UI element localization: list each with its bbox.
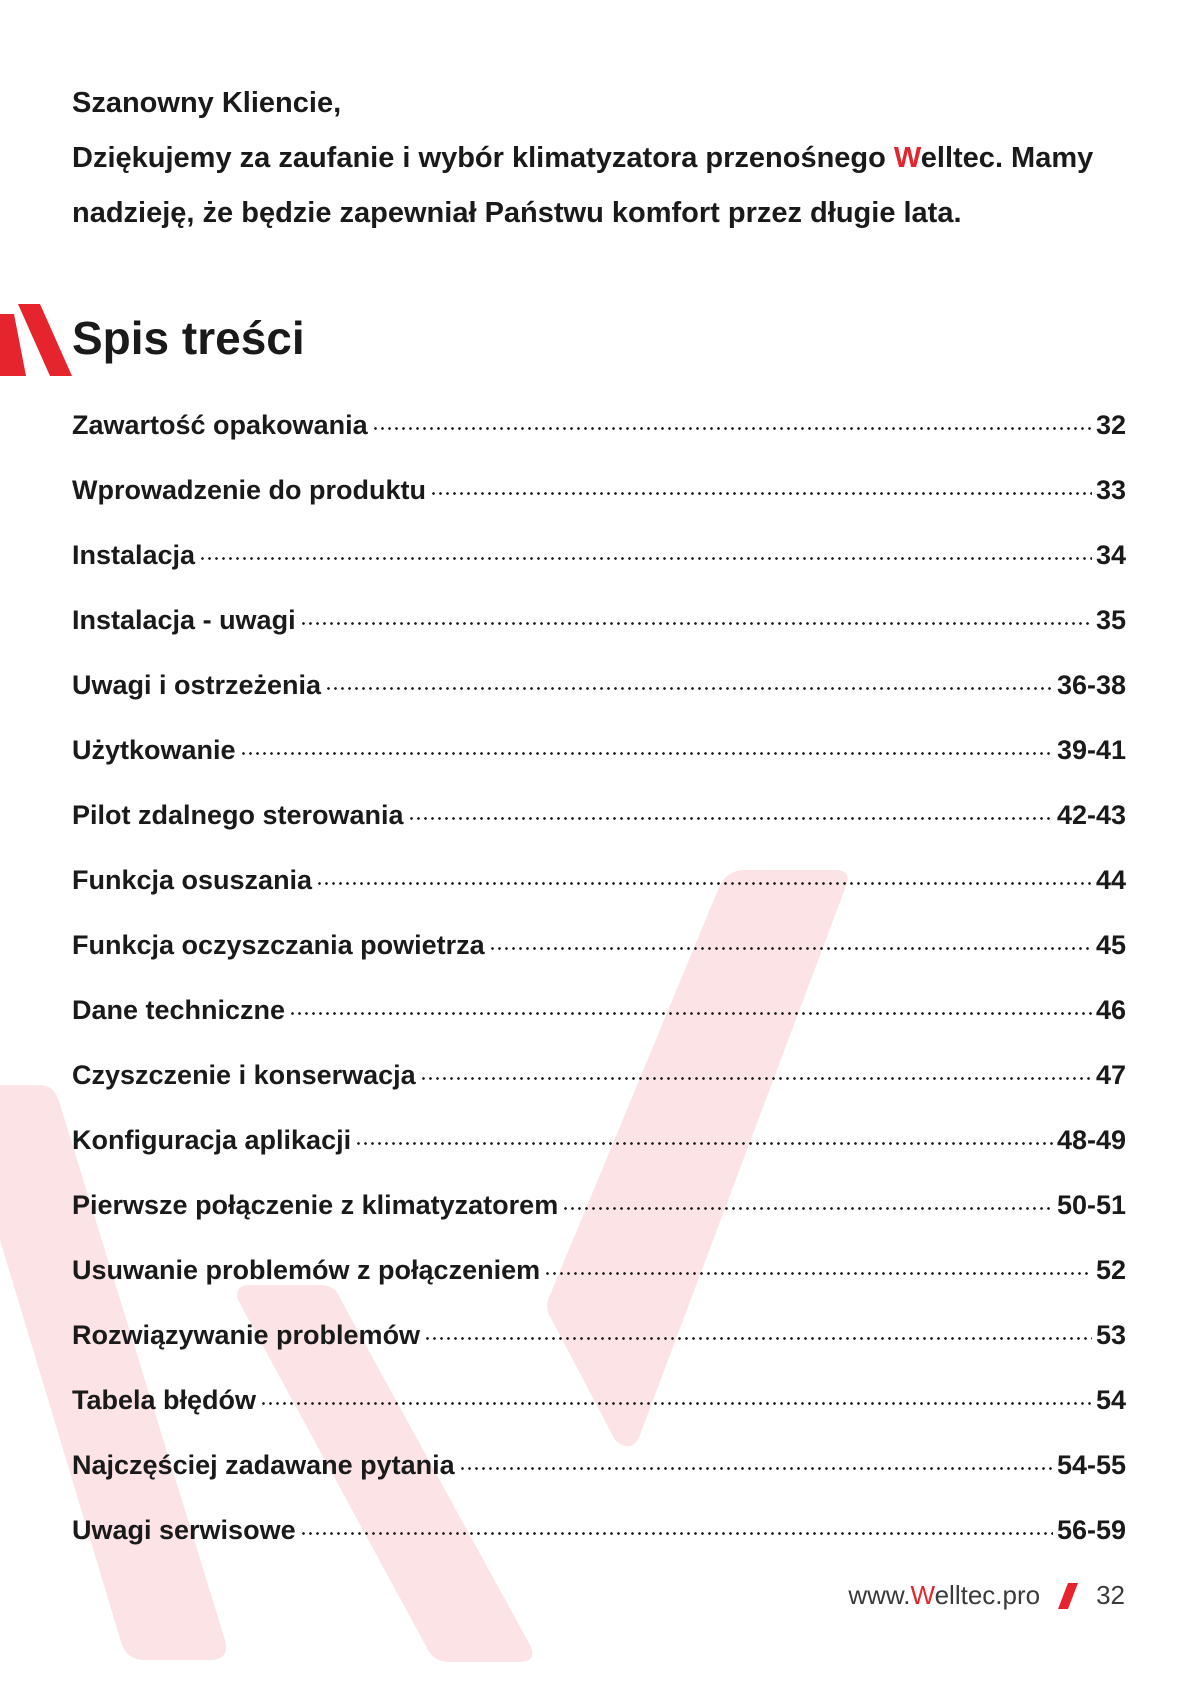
toc-item-page: 54-55	[1056, 1450, 1126, 1480]
dot-leader	[489, 947, 1092, 950]
url-brand-w: W	[910, 1580, 935, 1610]
toc-item[interactable]	[72, 1313, 1126, 1378]
brand-letter-w: W	[893, 142, 921, 174]
dot-leader	[300, 1532, 1053, 1535]
intro-before: Dziękujemy za zaufanie i wybór klimatyzatora przenośnego	[72, 142, 894, 174]
toc-item[interactable]	[72, 1248, 1126, 1313]
toc-item-label: Dane techniczne	[72, 995, 286, 1025]
toc-header	[0, 300, 500, 380]
toc-item[interactable]	[72, 923, 1126, 988]
toc-item-page: 53	[1095, 1320, 1126, 1350]
toc-item-label: Zawartość opakowania	[72, 410, 368, 440]
toc-item[interactable]	[72, 1378, 1126, 1443]
toc-item-label: Pilot zdalnego sterowania	[72, 800, 404, 830]
dot-leader	[544, 1272, 1092, 1275]
toc-item-page: 50-51	[1056, 1190, 1126, 1220]
toc-item[interactable]	[72, 1183, 1126, 1248]
toc-item-label: Funkcja oczyszczania powietrza	[72, 930, 485, 960]
brand-rest: elltec	[920, 142, 995, 174]
toc-item-label: Funkcja osuszania	[72, 865, 313, 895]
dot-leader	[260, 1402, 1092, 1405]
toc-item-label: Konfiguracja aplikacji	[72, 1125, 352, 1155]
toc-item[interactable]	[72, 468, 1126, 533]
greeting	[72, 76, 1132, 241]
toc-item[interactable]	[72, 598, 1126, 663]
toc-item-page: 35	[1095, 605, 1126, 635]
intro-after: . Mamy nadzieję, że będzie zapewniał Państwu komfort przez długie lata.	[72, 142, 1094, 229]
toc-item-page: 39-41	[1056, 735, 1126, 765]
toc-item-label: Czyszczenie i konserwacja	[72, 1060, 416, 1090]
page-footer	[848, 1580, 1125, 1611]
salutation: Szanowny Kliencie,	[72, 87, 342, 119]
dot-leader	[325, 687, 1053, 690]
dot-leader	[430, 492, 1092, 495]
toc-item-label: Uwagi serwisowe	[72, 1515, 296, 1545]
toc-item[interactable]	[72, 1508, 1126, 1573]
toc-title: Spis treści	[72, 312, 305, 364]
toc-item-label: Tabela błędów	[72, 1385, 257, 1415]
url-rest: elltec.pro	[934, 1580, 1041, 1610]
toc-item-label: Rozwiązywanie problemów	[72, 1320, 421, 1350]
toc-item-page: 42-43	[1056, 800, 1126, 830]
toc-item-page: 45	[1095, 930, 1126, 960]
dot-leader	[240, 752, 1053, 755]
toc-item-page: 44	[1095, 865, 1126, 895]
toc-item[interactable]	[72, 1443, 1126, 1508]
dot-leader	[459, 1467, 1053, 1470]
toc-item-label: Usuwanie problemów z połączeniem	[72, 1255, 541, 1285]
toc-item-label: Wprowadzenie do produktu	[72, 475, 426, 505]
dot-leader	[199, 557, 1092, 560]
dot-leader	[562, 1207, 1053, 1210]
toc-item-page: 33	[1095, 475, 1126, 505]
dot-leader	[289, 1012, 1092, 1015]
dot-leader	[372, 427, 1092, 430]
url-prefix: www.	[848, 1580, 911, 1610]
toc-item-page: 48-49	[1056, 1125, 1126, 1155]
toc-item-page: 34	[1095, 540, 1126, 570]
toc-item[interactable]	[72, 533, 1126, 598]
toc-item-page: 32	[1095, 410, 1126, 440]
toc-item[interactable]	[72, 988, 1126, 1053]
toc-item-page: 56-59	[1056, 1515, 1126, 1545]
toc-item[interactable]	[72, 728, 1126, 793]
dot-leader	[420, 1077, 1092, 1080]
dot-leader	[424, 1337, 1092, 1340]
toc-item[interactable]	[72, 793, 1126, 858]
website-link[interactable]	[848, 1580, 1040, 1611]
toc-item-label: Instalacja	[72, 540, 196, 570]
red-stripe-icon	[0, 304, 72, 376]
toc-item[interactable]	[72, 858, 1126, 923]
toc-item[interactable]	[72, 1118, 1126, 1183]
toc-item-page: 47	[1095, 1060, 1126, 1090]
page-number: 32	[1096, 1580, 1125, 1610]
toc-item-page: 46	[1095, 995, 1126, 1025]
table-of-contents	[72, 403, 1126, 1573]
toc-item-label: Użytkowanie	[72, 735, 236, 765]
toc-item[interactable]	[72, 1053, 1126, 1118]
toc-item-label: Najczęściej zadawane pytania	[72, 1450, 455, 1480]
toc-item[interactable]	[72, 663, 1126, 728]
toc-item-label: Instalacja - uwagi	[72, 605, 296, 635]
toc-item-label: Pierwsze połączenie z klimatyzatorem	[72, 1190, 559, 1220]
toc-item-page: 52	[1095, 1255, 1126, 1285]
toc-item-page: 54	[1095, 1385, 1126, 1415]
intro-text	[72, 131, 1132, 241]
dot-leader	[355, 1142, 1053, 1145]
red-slash-icon	[1058, 1583, 1078, 1609]
toc-item-label: Uwagi i ostrzeżenia	[72, 670, 322, 700]
dot-leader	[316, 882, 1092, 885]
toc-item-page: 36-38	[1056, 670, 1126, 700]
toc-item[interactable]	[72, 403, 1126, 468]
dot-leader	[300, 622, 1092, 625]
dot-leader	[408, 817, 1053, 820]
